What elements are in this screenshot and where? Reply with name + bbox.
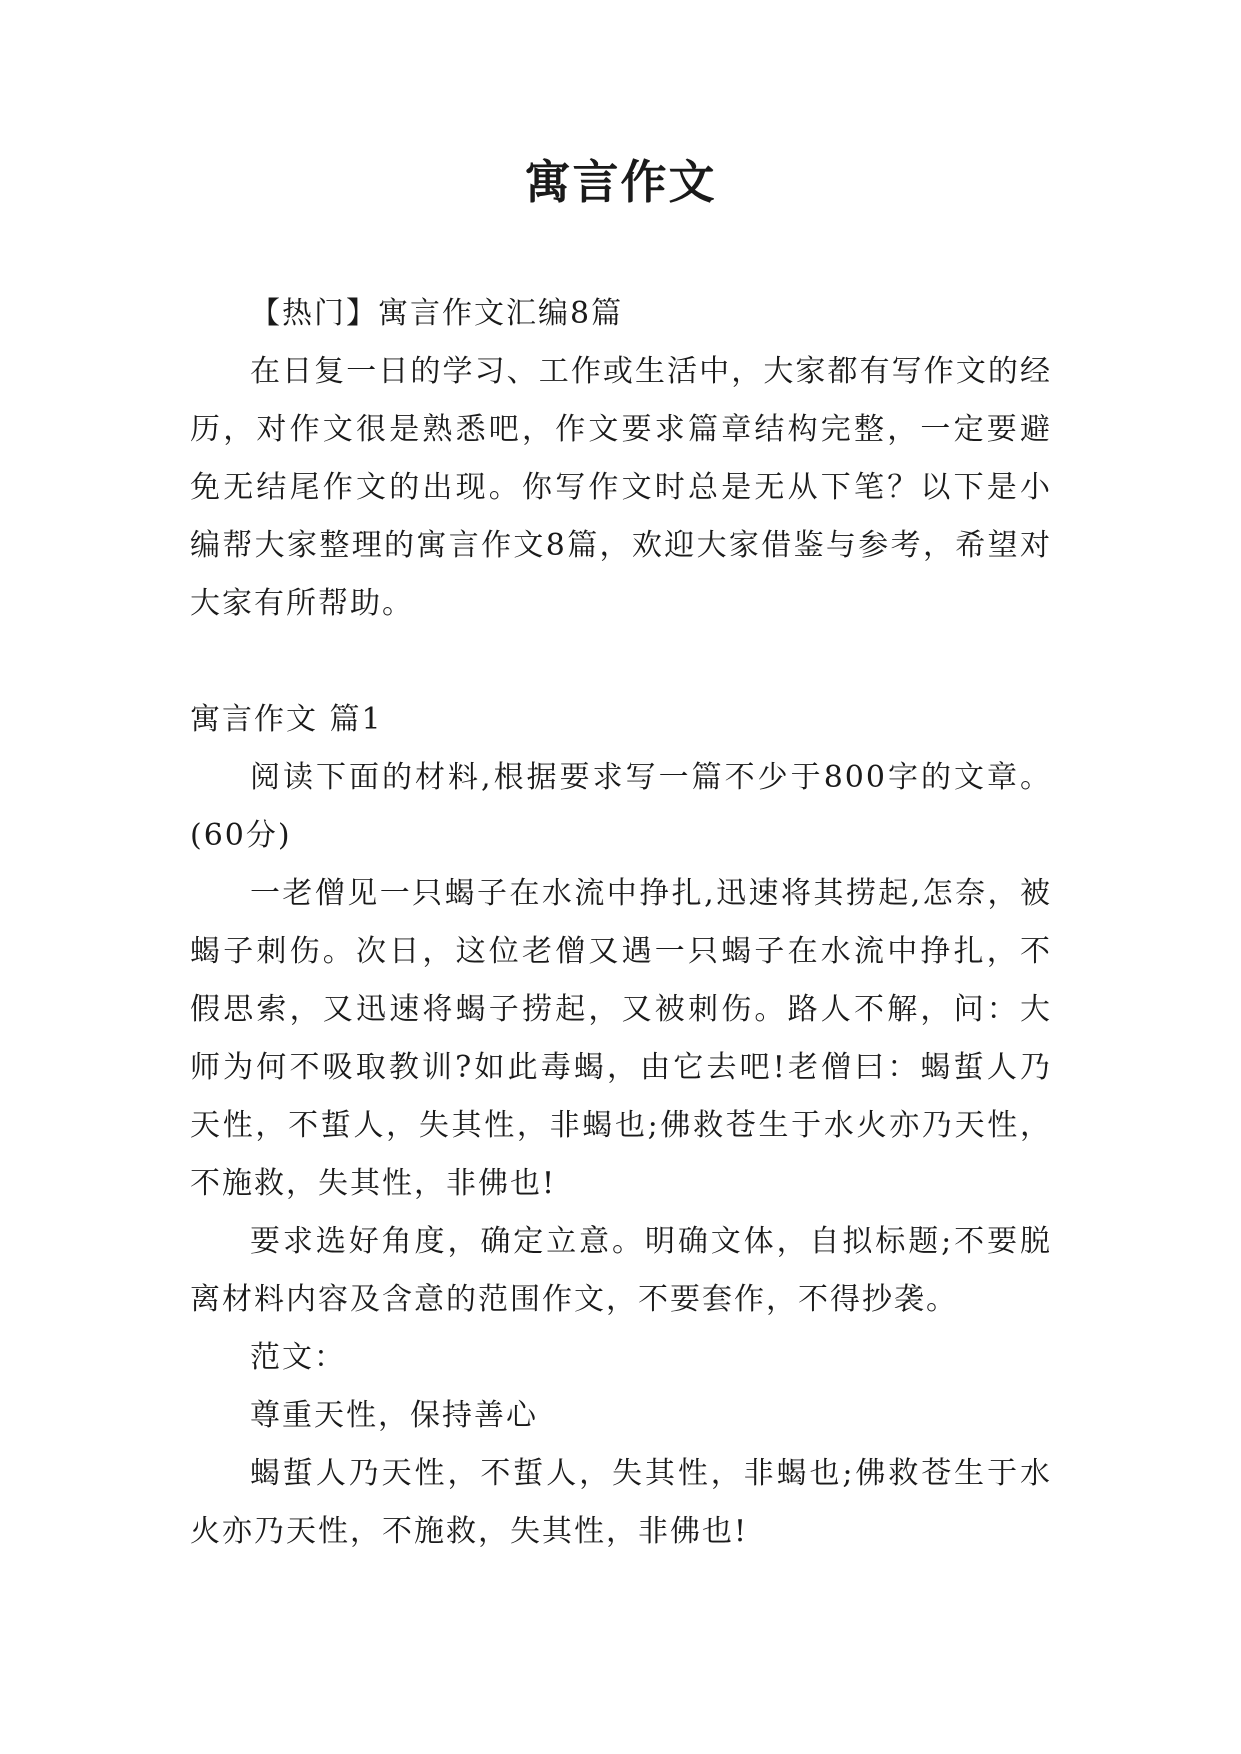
document-body bbox=[190, 285, 1052, 1561]
paragraph-sample-label: 范文： bbox=[250, 1340, 346, 1375]
paragraph-sample-body: 蝎蜇人乃天性，不蜇人，失其性，非蝎也;佛救苍生于水火亦乃天性，不施救，失其性，非佛也! bbox=[190, 1456, 1052, 1549]
paragraph-requirements: 要求选好角度，确定立意。明确文体，自拟标题;不要脱离材料内容及含意的范围作文，不要套作，不得抄袭。 bbox=[190, 1224, 1052, 1317]
paragraph-prompt: 阅读下面的材料,根据要求写一篇不少于800字的文章。(60分) bbox=[190, 760, 1052, 853]
intro-paragraph: 在日复一日的学习、工作或生活中，大家都有写作文的经历，对作文很是熟悉吧，作文要求篇章结构完整，一定要避免无结尾作文的出现。你写作文时总是无从下笔？以下是小编帮大家整理的寓言作文8篇，欢迎大家借鉴与参考，希望对大家有所帮助。 bbox=[190, 354, 1052, 621]
document-title: 寓言作文 bbox=[524, 155, 717, 209]
paragraph-story: 一老僧见一只蝎子在水流中挣扎,迅速将其捞起,怎奈，被蝎子刺伤。次日，这位老僧又遇一只蝎子在水流中挣扎，不假思索，又迅速将蝎子捞起，又被刺伤。路人不解，问：大师为何不吸取教训?如此毒蝎，由它去吧!老僧曰：蝎蜇人乃天性，不蜇人，失其性，非蝎也;佛救苍生于水火亦乃天性，不施救，失其性，非佛也! bbox=[190, 876, 1052, 1201]
paragraph-sample-title: 尊重天性，保持善心 bbox=[250, 1398, 538, 1433]
section-heading: 寓言作文 篇1 bbox=[190, 702, 383, 737]
intro-heading: 【热门】寓言作文汇编8篇 bbox=[250, 296, 624, 331]
section-spacer bbox=[190, 633, 1052, 691]
